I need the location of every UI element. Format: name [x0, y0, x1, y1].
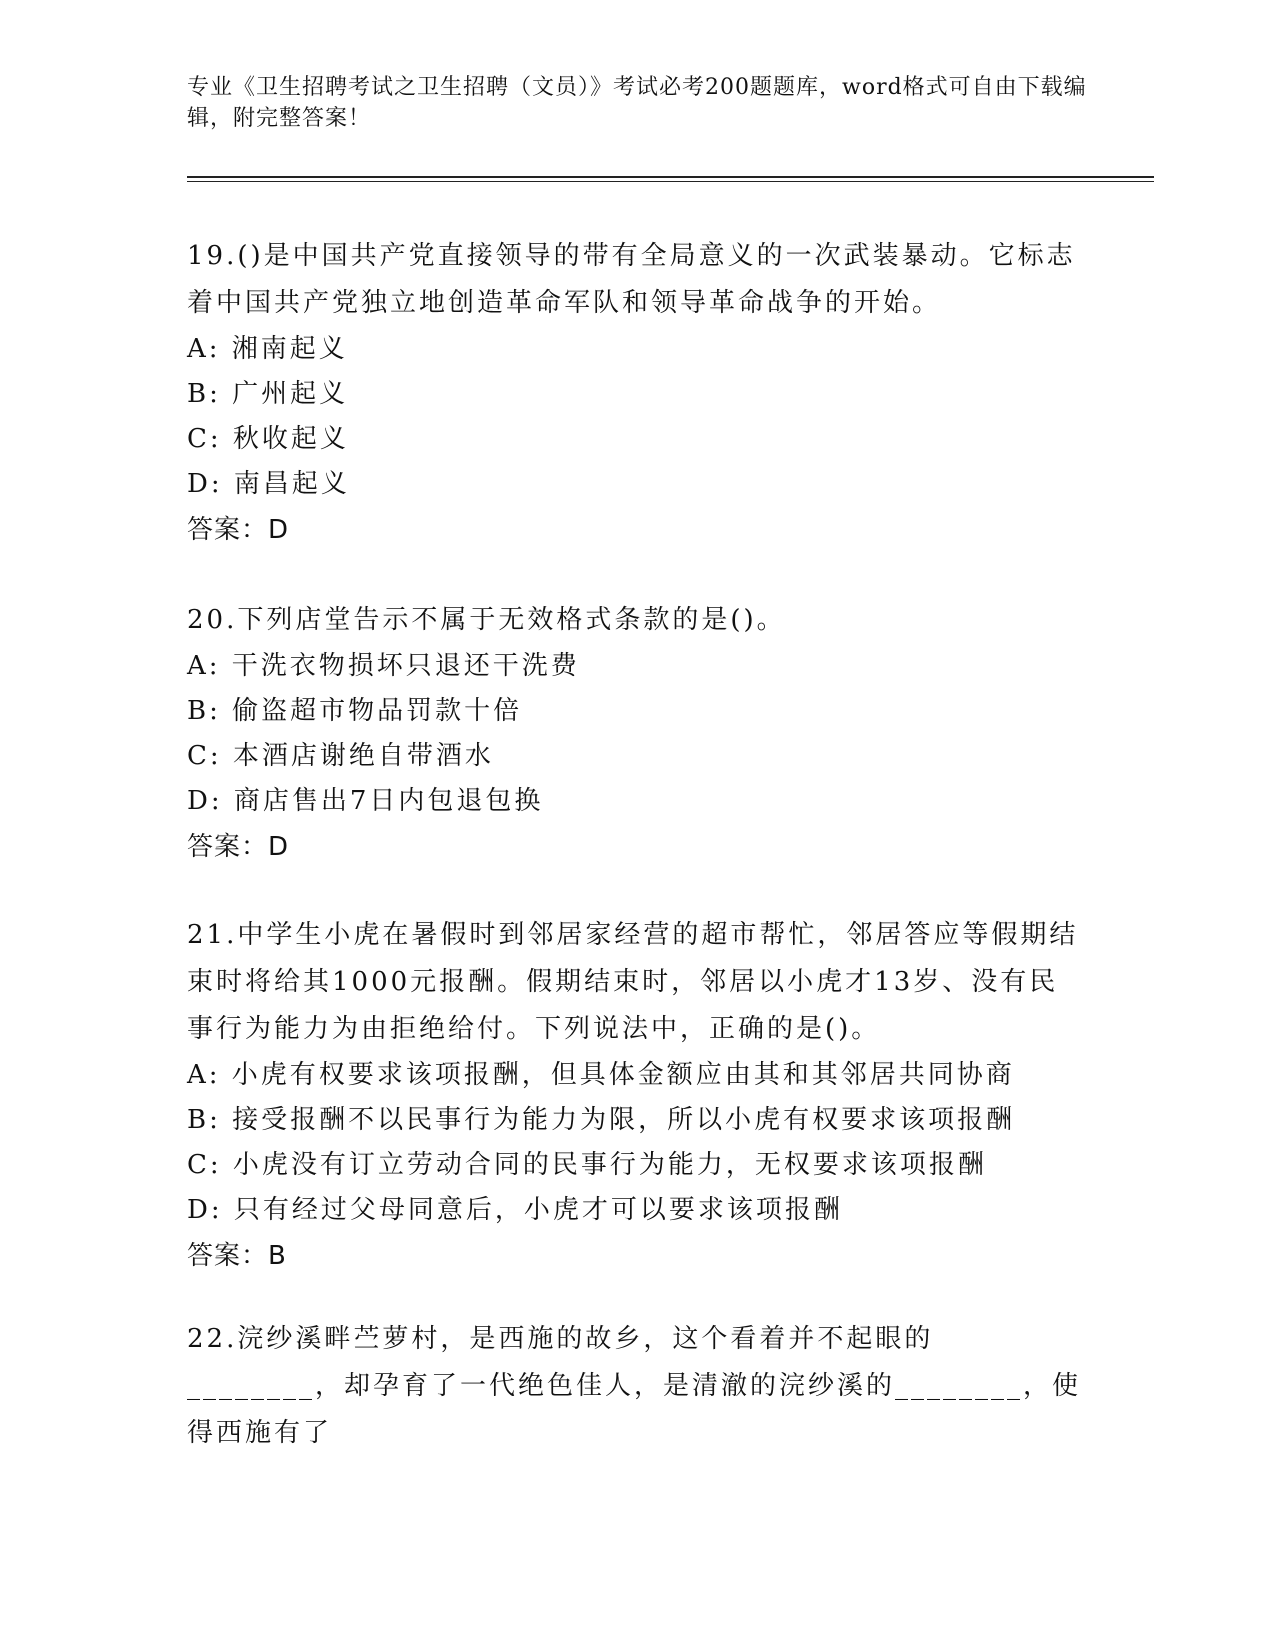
question-19 [187, 233, 1087, 553]
option-d: D: 只有经过父母同意后，小虎才可以要求该项报酬 [187, 1195, 843, 1225]
answer-line: 答案：D [187, 515, 290, 545]
option-c: C: 本酒店谢绝自带酒水 [187, 741, 494, 771]
header-divider-thin [187, 181, 1154, 182]
question-stem: 19.()是中国共产党直接领导的带有全局意义的一次武装暴动。它标志着中国共产党独立地创造革命军队和领导革命战争的开始。 [187, 241, 1076, 318]
question-stem: 20.下列店堂告示不属于无效格式条款的是()。 [187, 605, 786, 635]
option-a: A: 干洗衣物损坏只退还干洗费 [187, 651, 580, 681]
option-d: D: 南昌起义 [187, 469, 350, 499]
question-21 [187, 912, 1087, 1279]
header-divider [187, 176, 1154, 178]
option-a: A: 湘南起义 [187, 334, 348, 364]
question-22 [187, 1316, 1087, 1457]
document-header: 专业《卫生招聘考试之卫生招聘（文员）》考试必考200题题库，word格式可自由下载编辑，附完整答案！ [187, 75, 1087, 131]
question-stem: 22.浣纱溪畔苎萝村，是西施的故乡，这个看着并不起眼的________，却孕育了一代绝色佳人，是清澈的浣纱溪的________，使得西施有了 [187, 1324, 1082, 1448]
option-b: B: 接受报酬不以民事行为能力为限，所以小虎有权要求该项报酬 [187, 1105, 1016, 1135]
option-c: C: 秋收起义 [187, 424, 349, 454]
question-20 [187, 597, 1087, 870]
answer-line: 答案：B [187, 1241, 287, 1271]
answer-line: 答案：D [187, 832, 290, 862]
option-d: D: 商店售出7日内包退包换 [187, 786, 544, 816]
option-c: C: 小虎没有订立劳动合同的民事行为能力，无权要求该项报酬 [187, 1150, 987, 1180]
option-a: A: 小虎有权要求该项报酬，但具体金额应由其和其邻居共同协商 [187, 1060, 1015, 1090]
option-b: B: 偷盗超市物品罚款十倍 [187, 696, 523, 726]
question-stem: 21.中学生小虎在暑假时到邻居家经营的超市帮忙，邻居答应等假期结束时将给其1000元报酬。假期结束时，邻居以小虎才13岁、没有民事行为能力为由拒绝给付。下列说法中，正确的是()。 [187, 920, 1079, 1044]
option-b: B: 广州起义 [187, 379, 349, 409]
